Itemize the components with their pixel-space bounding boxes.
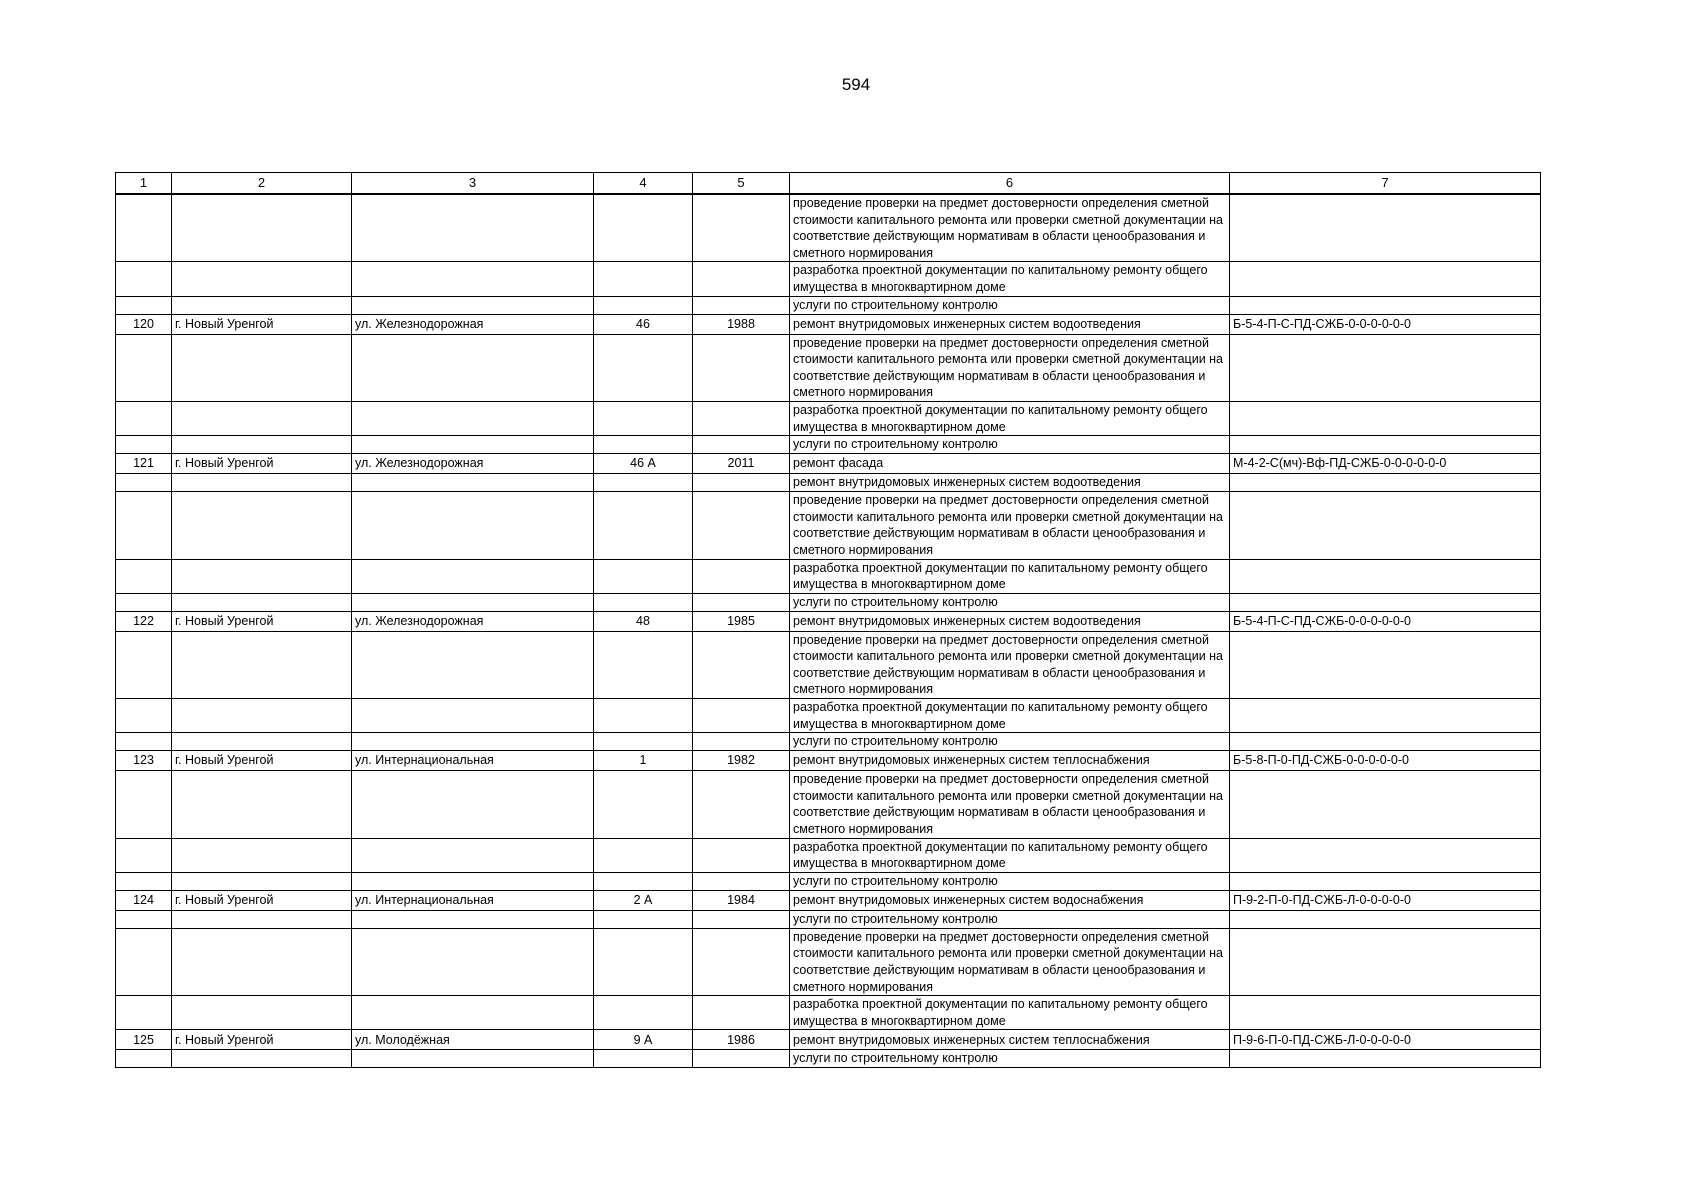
year-built-cell [693, 928, 790, 995]
building-code-cell: П-9-6-П-0-ПД-СЖБ-Л-0-0-0-0-0 [1230, 1030, 1541, 1050]
street-cell [352, 872, 594, 890]
column-header: 4 [594, 173, 693, 195]
row-number-cell [116, 996, 172, 1030]
house-number-cell: 46 [594, 314, 693, 334]
table-row [116, 872, 1541, 890]
house-number-cell [594, 631, 693, 698]
row-number-cell: 123 [116, 751, 172, 771]
year-built-cell [693, 1050, 790, 1068]
table-row [116, 559, 1541, 593]
year-built-cell [693, 838, 790, 872]
street-cell [352, 838, 594, 872]
row-number-cell [116, 262, 172, 296]
street-cell [352, 771, 594, 838]
page-number: 594 [841, 75, 871, 94]
work-type-cell: ремонт внутридомовых инженерных систем водоотведения [790, 314, 1230, 334]
row-number-cell [116, 838, 172, 872]
table-row [116, 436, 1541, 454]
row-number-cell: 121 [116, 454, 172, 474]
work-type-cell: услуги по строительному контролю [790, 910, 1230, 928]
work-type-cell: ремонт внутридомовых инженерных систем теплоснабжения [790, 751, 1230, 771]
work-type-cell: проведение проверки на предмет достоверности определения сметной стоимости капитального ремонта или проверки сметной документации на соответствие действующим нормативам в области ценообразования и сметного нормирования [790, 194, 1230, 262]
street-cell: ул. Железнодорожная [352, 314, 594, 334]
house-number-cell [594, 559, 693, 593]
street-cell: ул. Железнодорожная [352, 454, 594, 474]
work-type-cell: проведение проверки на предмет достоверности определения сметной стоимости капитального ремонта или проверки сметной документации на соответствие действующим нормативам в области ценообразования и сметного нормирования [790, 771, 1230, 838]
table-row [116, 928, 1541, 995]
city-cell [172, 1050, 352, 1068]
building-code-cell [1230, 631, 1541, 698]
street-cell [352, 334, 594, 401]
building-code-cell [1230, 872, 1541, 890]
work-type-cell: услуги по строительному контролю [790, 436, 1230, 454]
city-cell: г. Новый Уренгой [172, 1030, 352, 1050]
column-header: 5 [693, 173, 790, 195]
city-cell [172, 401, 352, 435]
year-built-cell [693, 296, 790, 314]
house-number-cell [594, 996, 693, 1030]
year-built-cell [693, 910, 790, 928]
year-built-cell [693, 699, 790, 733]
year-built-cell [693, 492, 790, 559]
year-built-cell: 1985 [693, 611, 790, 631]
house-number-cell [594, 1050, 693, 1068]
year-built-cell [693, 262, 790, 296]
table-row [116, 194, 1541, 262]
table-row [116, 334, 1541, 401]
column-header: 6 [790, 173, 1230, 195]
street-cell [352, 262, 594, 296]
work-type-cell: услуги по строительному контролю [790, 1050, 1230, 1068]
row-number-cell: 124 [116, 890, 172, 910]
city-cell [172, 559, 352, 593]
work-type-cell: разработка проектной документации по капитальному ремонту общего имущества в многоквартирном доме [790, 699, 1230, 733]
house-number-cell [594, 733, 693, 751]
work-type-cell: услуги по строительному контролю [790, 593, 1230, 611]
year-built-cell [693, 194, 790, 262]
house-number-cell [594, 474, 693, 492]
work-type-cell: услуги по строительному контролю [790, 296, 1230, 314]
row-number-cell [116, 296, 172, 314]
street-cell [352, 436, 594, 454]
city-cell [172, 872, 352, 890]
house-number-cell [594, 194, 693, 262]
row-number-cell [116, 1050, 172, 1068]
house-number-cell [594, 593, 693, 611]
year-built-cell [693, 771, 790, 838]
year-built-cell [693, 334, 790, 401]
table-row [116, 593, 1541, 611]
year-built-cell [693, 733, 790, 751]
street-cell: ул. Интернациональная [352, 751, 594, 771]
building-code-cell: П-9-2-П-0-ПД-СЖБ-Л-0-0-0-0-0 [1230, 890, 1541, 910]
building-code-cell [1230, 699, 1541, 733]
house-number-cell [594, 910, 693, 928]
house-number-cell [594, 334, 693, 401]
table-row [116, 733, 1541, 751]
street-cell [352, 194, 594, 262]
year-built-cell [693, 559, 790, 593]
building-code-cell [1230, 334, 1541, 401]
house-number-cell [594, 296, 693, 314]
year-built-cell [693, 631, 790, 698]
house-number-cell [594, 771, 693, 838]
row-number-cell [116, 771, 172, 838]
street-cell [352, 733, 594, 751]
work-type-cell: разработка проектной документации по капитальному ремонту общего имущества в многоквартирном доме [790, 838, 1230, 872]
row-number-cell [116, 928, 172, 995]
table-row [116, 631, 1541, 698]
building-code-cell [1230, 194, 1541, 262]
work-type-cell: услуги по строительному контролю [790, 733, 1230, 751]
table-row [116, 296, 1541, 314]
city-cell [172, 492, 352, 559]
year-built-cell: 2011 [693, 454, 790, 474]
table-row [116, 699, 1541, 733]
street-cell: ул. Интернациональная [352, 890, 594, 910]
house-number-cell: 48 [594, 611, 693, 631]
street-cell: ул. Молодёжная [352, 1030, 594, 1050]
city-cell: г. Новый Уренгой [172, 751, 352, 771]
row-number-cell [116, 631, 172, 698]
city-cell [172, 631, 352, 698]
building-code-cell [1230, 928, 1541, 995]
house-number-cell: 9 А [594, 1030, 693, 1050]
row-number-cell [116, 733, 172, 751]
building-code-cell [1230, 910, 1541, 928]
city-cell [172, 194, 352, 262]
street-cell [352, 699, 594, 733]
work-type-cell: услуги по строительному контролю [790, 872, 1230, 890]
table-row [116, 262, 1541, 296]
column-header: 3 [352, 173, 594, 195]
city-cell [172, 838, 352, 872]
city-cell [172, 771, 352, 838]
building-code-cell: Б-5-4-П-С-ПД-СЖБ-0-0-0-0-0-0 [1230, 611, 1541, 631]
row-number-cell [116, 401, 172, 435]
street-cell [352, 910, 594, 928]
street-cell [352, 631, 594, 698]
building-code-cell: Б-5-4-П-С-ПД-СЖБ-0-0-0-0-0-0 [1230, 314, 1541, 334]
house-number-cell [594, 928, 693, 995]
work-type-cell: проведение проверки на предмет достоверности определения сметной стоимости капитального ремонта или проверки сметной документации на соответствие действующим нормативам в области ценообразования и сметного нормирования [790, 492, 1230, 559]
house-number-cell [594, 401, 693, 435]
street-cell [352, 474, 594, 492]
work-type-cell: проведение проверки на предмет достоверности определения сметной стоимости капитального ремонта или проверки сметной документации на соответствие действующим нормативам в области ценообразования и сметного нормирования [790, 631, 1230, 698]
capital-repair-table [115, 172, 1541, 1068]
work-type-cell: ремонт внутридомовых инженерных систем водоотведения [790, 611, 1230, 631]
street-cell [352, 996, 594, 1030]
house-number-cell: 2 А [594, 890, 693, 910]
table-row [116, 910, 1541, 928]
building-code-cell [1230, 593, 1541, 611]
house-number-cell: 46 А [594, 454, 693, 474]
city-cell [172, 262, 352, 296]
row-number-cell: 122 [116, 611, 172, 631]
year-built-cell: 1986 [693, 1030, 790, 1050]
work-type-cell: разработка проектной документации по капитальному ремонту общего имущества в многоквартирном доме [790, 559, 1230, 593]
house-number-cell [594, 262, 693, 296]
table-row [116, 611, 1541, 631]
year-built-cell [693, 436, 790, 454]
row-number-cell: 120 [116, 314, 172, 334]
table-row [116, 890, 1541, 910]
table-row [116, 751, 1541, 771]
work-type-cell: проведение проверки на предмет достоверности определения сметной стоимости капитального ремонта или проверки сметной документации на соответствие действующим нормативам в области ценообразования и сметного нормирования [790, 928, 1230, 995]
table-row [116, 454, 1541, 474]
row-number-cell [116, 593, 172, 611]
building-code-cell [1230, 838, 1541, 872]
building-code-cell [1230, 436, 1541, 454]
row-number-cell [116, 194, 172, 262]
row-number-cell [116, 492, 172, 559]
city-cell [172, 699, 352, 733]
house-number-cell [594, 838, 693, 872]
city-cell [172, 593, 352, 611]
city-cell [172, 474, 352, 492]
street-cell [352, 559, 594, 593]
building-code-cell [1230, 771, 1541, 838]
building-code-cell [1230, 492, 1541, 559]
city-cell: г. Новый Уренгой [172, 890, 352, 910]
street-cell: ул. Железнодорожная [352, 611, 594, 631]
city-cell [172, 296, 352, 314]
work-type-cell: ремонт внутридомовых инженерных систем водоотведения [790, 474, 1230, 492]
street-cell [352, 1050, 594, 1068]
street-cell [352, 492, 594, 559]
street-cell [352, 296, 594, 314]
row-number-cell [116, 334, 172, 401]
building-code-cell: Б-5-8-П-0-ПД-СЖБ-0-0-0-0-0-0 [1230, 751, 1541, 771]
work-type-cell: ремонт внутридомовых инженерных систем водоснабжения [790, 890, 1230, 910]
city-cell [172, 733, 352, 751]
city-cell [172, 996, 352, 1030]
row-number-cell [116, 872, 172, 890]
building-code-cell [1230, 559, 1541, 593]
year-built-cell: 1982 [693, 751, 790, 771]
column-header: 1 [116, 173, 172, 195]
city-cell [172, 436, 352, 454]
city-cell: г. Новый Уренгой [172, 454, 352, 474]
year-built-cell [693, 474, 790, 492]
column-header: 7 [1230, 173, 1541, 195]
table-header-row [116, 173, 1541, 195]
row-number-cell [116, 910, 172, 928]
table-row [116, 1050, 1541, 1068]
building-code-cell [1230, 733, 1541, 751]
work-type-cell: разработка проектной документации по капитальному ремонту общего имущества в многоквартирном доме [790, 996, 1230, 1030]
work-type-cell: ремонт фасада [790, 454, 1230, 474]
street-cell [352, 928, 594, 995]
house-number-cell [594, 436, 693, 454]
row-number-cell [116, 436, 172, 454]
building-code-cell: М-4-2-С(мч)-Вф-ПД-СЖБ-0-0-0-0-0-0 [1230, 454, 1541, 474]
year-built-cell: 1988 [693, 314, 790, 334]
table-row [116, 474, 1541, 492]
work-type-cell: разработка проектной документации по капитальному ремонту общего имущества в многоквартирном доме [790, 262, 1230, 296]
house-number-cell [594, 699, 693, 733]
city-cell: г. Новый Уренгой [172, 314, 352, 334]
work-type-cell: ремонт внутридомовых инженерных систем теплоснабжения [790, 1030, 1230, 1050]
year-built-cell [693, 872, 790, 890]
building-code-cell [1230, 262, 1541, 296]
house-number-cell: 1 [594, 751, 693, 771]
building-code-cell [1230, 296, 1541, 314]
column-header: 2 [172, 173, 352, 195]
work-type-cell: разработка проектной документации по капитальному ремонту общего имущества в многоквартирном доме [790, 401, 1230, 435]
table-row [116, 314, 1541, 334]
year-built-cell [693, 401, 790, 435]
table-row [116, 492, 1541, 559]
row-number-cell [116, 474, 172, 492]
year-built-cell [693, 996, 790, 1030]
street-cell [352, 593, 594, 611]
city-cell: г. Новый Уренгой [172, 611, 352, 631]
building-code-cell [1230, 401, 1541, 435]
street-cell [352, 401, 594, 435]
city-cell [172, 928, 352, 995]
building-code-cell [1230, 1050, 1541, 1068]
building-code-cell [1230, 996, 1541, 1030]
year-built-cell [693, 593, 790, 611]
house-number-cell [594, 492, 693, 559]
table-row [116, 771, 1541, 838]
table-row [116, 838, 1541, 872]
house-number-cell [594, 872, 693, 890]
table-row [116, 401, 1541, 435]
row-number-cell [116, 559, 172, 593]
city-cell [172, 334, 352, 401]
row-number-cell: 125 [116, 1030, 172, 1050]
building-code-cell [1230, 474, 1541, 492]
year-built-cell: 1984 [693, 890, 790, 910]
row-number-cell [116, 699, 172, 733]
work-type-cell: проведение проверки на предмет достоверности определения сметной стоимости капитального ремонта или проверки сметной документации на соответствие действующим нормативам в области ценообразования и сметного нормирования [790, 334, 1230, 401]
city-cell [172, 910, 352, 928]
table-row [116, 1030, 1541, 1050]
table-row [116, 996, 1541, 1030]
